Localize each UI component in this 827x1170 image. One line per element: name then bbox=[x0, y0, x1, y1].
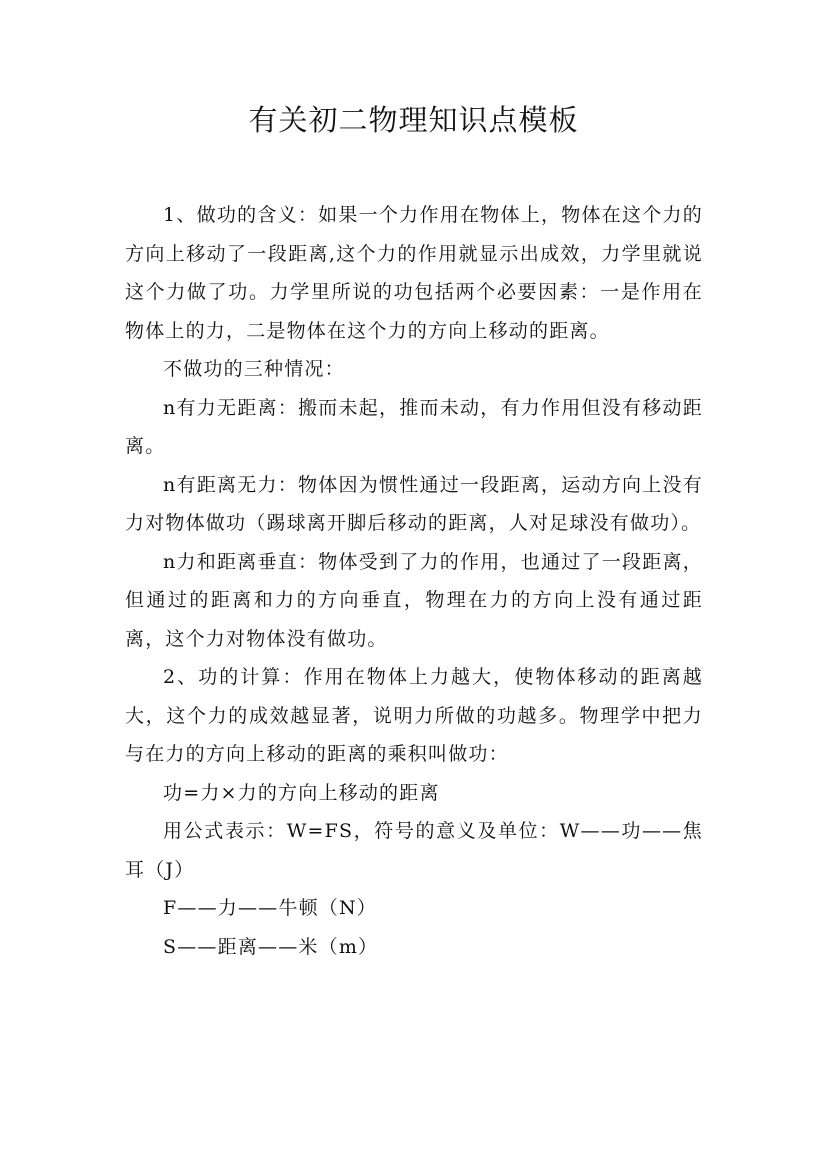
document-title: 有关初二物理知识点模板 bbox=[248, 103, 579, 137]
paragraph-work-calculation: 2、功的计算：作用在物体上力越大，使物体移动的距离越大，这个力的成效越显著，说明力所做的功越多。物理学中把力与在力的方向上移动的距离的乘积叫做功： bbox=[125, 666, 703, 765]
paragraph-force-no-distance: n有力无距离：搬而未起，推而未动，有力作用但没有移动距离。 bbox=[125, 396, 703, 457]
document-body bbox=[125, 196, 703, 966]
paragraph-distance-no-force: n有距离无力：物体因为惯性通过一段距离，运动方向上没有力对物体做功（踢球离开脚后移动的距离，人对足球没有做功）。 bbox=[125, 473, 703, 534]
paragraph-force-perpendicular: n力和距离垂直：物体受到了力的作用，也通过了一段距离，但通过的距离和力的方向垂直，物理在力的方向上没有通过距离，这个力对物体没有做功。 bbox=[125, 550, 703, 650]
paragraph-work-formula-symbols: 用公式表示：W=FS，符号的意义及单位：W——功——焦耳（J） bbox=[125, 820, 703, 881]
paragraph-force-unit: F——力——牛顿（N） bbox=[163, 897, 378, 919]
paragraph-no-work-heading: 不做功的三种情况： bbox=[163, 358, 345, 380]
paragraph-work-formula-words: 功=力×力的方向上移动的距离 bbox=[163, 781, 440, 804]
paragraph-work-definition: 1、做功的含义：如果一个力作用在物体上，物体在这个力的方向上移动了一段距离,这个力的作用就显示出成效，力学里就说这个力做了功。力学里所说的功包括两个必要因素：一是作用在物体上的力，二是物体在这个力的方向上移动的距离。 bbox=[125, 204, 703, 342]
paragraph-distance-unit: S——距离——米（m） bbox=[163, 935, 379, 958]
